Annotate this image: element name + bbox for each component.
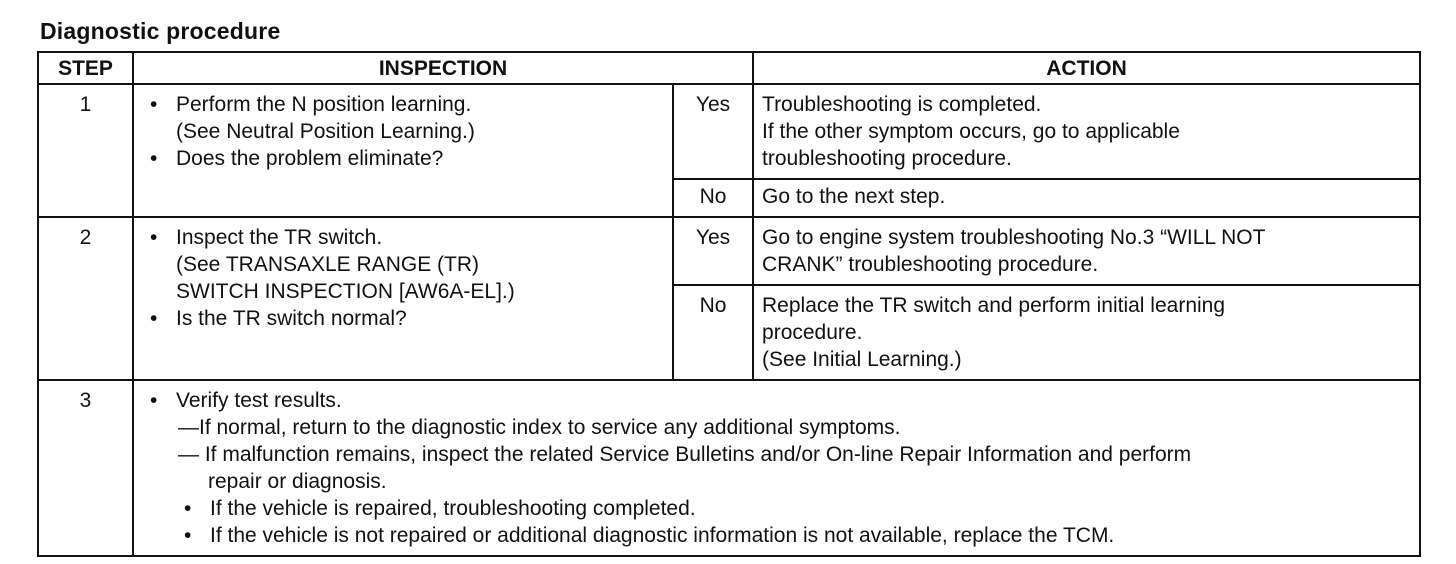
inspection-cell <box>133 217 673 380</box>
list-item: • If the vehicle is not repaired or additional diagnostic information is not available, replace the TCM. <box>148 522 1411 549</box>
header-inspection: INSPECTION <box>133 52 753 84</box>
diagnostic-table <box>37 51 1421 557</box>
page-title: Diagnostic procedure <box>40 18 281 44</box>
no-label: No <box>673 285 753 380</box>
list-item: • Verify test results. <box>148 387 1411 414</box>
table-row <box>38 380 1420 556</box>
step-number: 3 <box>38 380 133 556</box>
list-item: • Perform the N position learning. (See Neutral Position Learning.) <box>148 91 664 145</box>
list-item: • Does the problem eliminate? <box>148 145 664 172</box>
yes-label: Yes <box>673 84 753 179</box>
list-item: — If normal, return to the diagnostic index to service any additional symptoms. <box>148 414 1411 441</box>
list-item: • Inspect the TR switch. (See TRANSAXLE RANGE (TR) SWITCH INSPECTION [AW6A-EL].) <box>148 224 664 305</box>
action-cell: Replace the TR switch and perform initial learning procedure. (See Initial Learning.) <box>753 285 1420 380</box>
yes-label: Yes <box>673 217 753 285</box>
table-row <box>38 217 1420 285</box>
inspection-cell <box>133 380 1420 556</box>
header-step: STEP <box>38 52 133 84</box>
header-action: ACTION <box>753 52 1420 84</box>
action-cell: Go to the next step. <box>753 179 1420 217</box>
table-row <box>38 84 1420 179</box>
inspection-cell <box>133 84 673 217</box>
no-label: No <box>673 179 753 217</box>
header-row <box>38 52 1420 84</box>
step-number: 1 <box>38 84 133 217</box>
list-item: • Is the TR switch normal? <box>148 305 664 332</box>
action-cell: Troubleshooting is completed. If the other symptom occurs, go to applicable troubleshooting procedure. <box>753 84 1420 179</box>
step-number: 2 <box>38 217 133 380</box>
list-item: — If malfunction remains, inspect the related Service Bulletins and/or On-line Repair Information and perform repair or diagnosis. <box>148 441 1411 495</box>
action-cell: Go to engine system troubleshooting No.3 “WILL NOT CRANK” troubleshooting procedure. <box>753 217 1420 285</box>
list-item: • If the vehicle is repaired, troubleshooting completed. <box>148 495 1411 522</box>
